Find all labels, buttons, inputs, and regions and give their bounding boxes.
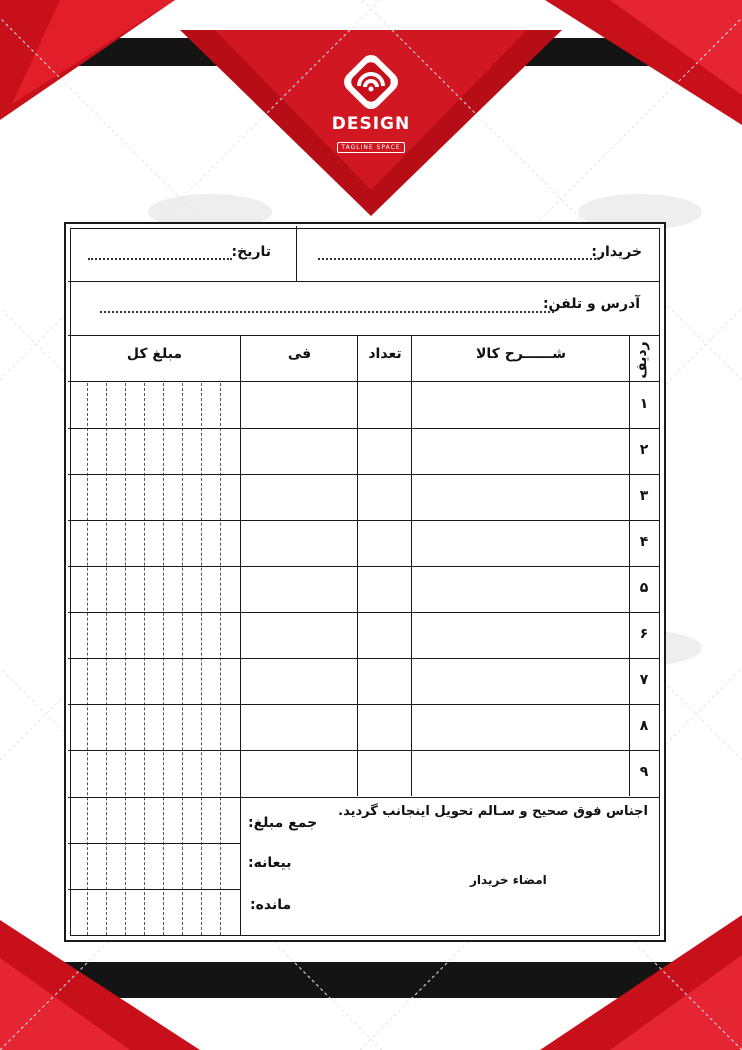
table-row[interactable] (69, 566, 629, 612)
brand-tagline: TAGLINE SPACE (337, 142, 404, 153)
sum-label: جمع مبلغ: (248, 815, 318, 831)
col-header-description: شــــــرح کالا (476, 346, 566, 362)
row-divider (68, 704, 660, 705)
row-divider (68, 428, 660, 429)
row-number: ۵ (639, 580, 649, 596)
logo-icon (339, 52, 403, 114)
declaration-text: اجناس فوق صحیح و سـالم تحویل اینجانب گردید. (338, 804, 648, 819)
buyer-signature-label: امضاء خریدار (470, 873, 547, 887)
table-row[interactable] (69, 520, 629, 566)
brand-name: DESIGN (331, 114, 411, 134)
deposit-label: بیعانه: (248, 855, 292, 871)
row-divider (68, 750, 660, 751)
col-header-total: مبلغ کل (126, 346, 183, 362)
header-vertical-divider (296, 226, 297, 282)
row-number: ۶ (639, 626, 649, 642)
row-number: ۲ (639, 442, 649, 458)
table-row[interactable] (69, 382, 629, 428)
row-divider (68, 658, 660, 659)
table-row[interactable] (69, 750, 629, 796)
table-row[interactable] (69, 428, 629, 474)
row-divider (68, 520, 660, 521)
table-row[interactable] (69, 612, 629, 658)
col-header-quantity: تعداد (368, 346, 402, 362)
row-divider (68, 566, 660, 567)
row-number: ۸ (639, 718, 649, 734)
row-number: ۳ (639, 488, 649, 504)
row-number: ۹ (639, 764, 649, 780)
row-divider (68, 474, 660, 475)
date-label: تاریخ: (231, 244, 271, 260)
summary-row-divider (68, 843, 240, 844)
col-header-unit-price: فی (287, 346, 312, 362)
address-phone-label: آدرس و تلفن: (542, 296, 640, 312)
table-row[interactable] (69, 474, 629, 520)
table-bottom-divider (68, 797, 660, 798)
table-row[interactable] (69, 704, 629, 750)
buyer-label: خریدار: (591, 244, 642, 260)
summary-row-divider (68, 889, 240, 890)
buyer-field[interactable] (318, 258, 600, 260)
row-divider (68, 612, 660, 613)
date-field[interactable] (88, 258, 232, 260)
remaining-label: مانده: (250, 897, 292, 913)
header-divider (68, 281, 660, 282)
col-header-row: ردیف (634, 341, 650, 379)
table-row[interactable] (69, 658, 629, 704)
row-number: ۷ (639, 672, 649, 688)
address-divider (68, 335, 660, 336)
row-number: ۴ (639, 534, 649, 550)
brand-logo (321, 52, 421, 153)
row-number: ۱ (639, 396, 649, 412)
address-phone-field[interactable] (100, 311, 554, 313)
